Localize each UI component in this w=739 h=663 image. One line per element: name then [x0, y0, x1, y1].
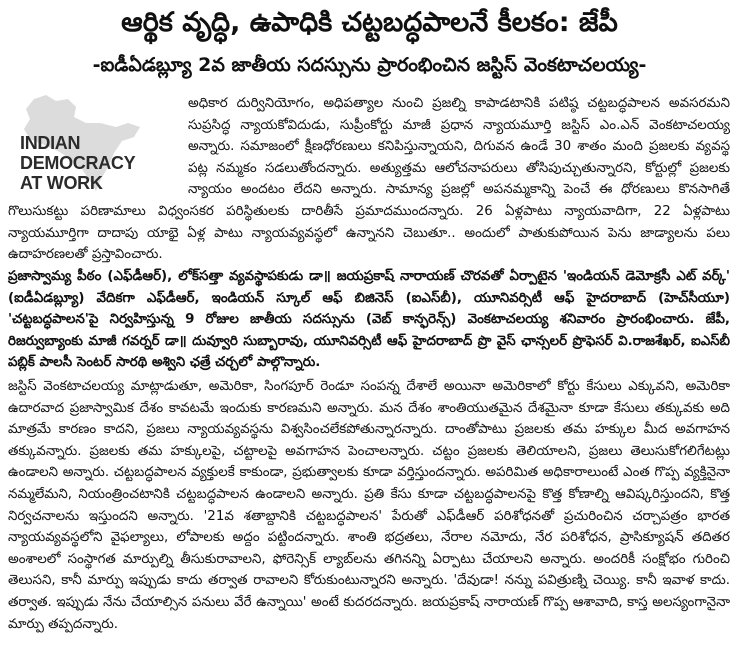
logo-wrap-spacer — [8, 93, 188, 193]
article-paragraph-1 — [8, 93, 730, 266]
logo-line-3: AT WORK — [20, 173, 103, 193]
article-paragraph-3: జస్టిస్ వెంకటాచలయ్య మాట్లాడుతూ, అమెరికా, సింగపూర్ రెండూ సంపన్న దేశాలే అయినా అమెరికాలో కోర్టు కేసులు ఎక్కువని, అమెరికా ఉదారవాద ప్రజాస్వామిక దేశం కావటమే ఇందుకు కారణమని అన్నారు. మన దేశం శాంతియుతమైన దేశమైనా కూడా కేసులు తక్కువకు అది మాత్రమే కారణం కాదని, ప్రజలు న్యాయవ్యవస్థను విశ్వసించలేకపోతున్నారన్నారు. దాంతోపాటు ప్రజలకు తమ హక్కుల మీద అవగాహన తక్కువన్నారు. ప్రజలకు తమ హక్కులపై, చట్టాలపై అవగాహన పెంచాలన్నారు. చట్టం ప్రజలకు తెలియాలని, ప్రజలు తెలుసుకోగలిగేటట్లు ఉండాలని అన్నారు. చట్టబద్ధపాలన వ్యక్తులకే కాకుండా, ప్రభుత్వాలకు కూడా వర్తిస్తుందన్నారు. అపరిమిత అధికారాలుంటే ఎంత గొప్ప వ్యక్తినైనా నమ్మలేమని, నియంత్రించటానికి చట్టబద్ధపాలన ఉండాలని అన్నారు. ప్రతి కేసు కూడా చట్టబద్ధపాలనపై కొత్త కోణాల్ని ఆవిష్కరిస్తుందని, కొత్త నిర్వచనాలను ఇస్తుందని అన్నారు. '21వ శతాబ్దానికి చట్టబద్ధపాలన' పేరుతో ఎఫ్‌డీఆర్ పరిశోధనతో ప్రచురించిన చర్చాపత్రం భారత న్యాయవ్యవస్థలోని వైఫల్యాలు, లోపాలకు అద్దం పట్టిందన్నారు. శాంతి భద్రతలు, నేరాల నమోదు, నేర పరిశోధన, ప్రాసిక్యూషన్ తదితర అంశాలలో సంస్థాగత మార్పుల్ని తీసుకురావాలని, ఫోరెన్సిక్ ల్యాబ్‌లను తగినన్ని ఏర్పాటు చేయాలని అన్నారు. అందరికీ సంక్షోభం గురించి తెలుసని, కానీ మార్పు ఇప్పుడు కాదు తర్వాత రావాలని కోరుకుంటున్నారని అన్నారు. 'దేవుడా! నన్ను పవిత్రుణ్ని చెయ్యి. కానీ ఇవాళ కాదు. తర్వాత. ఇప్పుడు నేను చేయాల్సిన పనులు వేరే ఉన్నాయి' అంటే కుదరదన్నారు. జయప్రకాష్ నారాయణ్ గొప్ప ఆశావాది, కాస్త అలస్యంగానైనా మార్పు తప్పదన్నారు. — [8, 379, 730, 632]
paragraph-1-text: అధికార దుర్వినియోగం, అధిపత్యాల నుంచి ప్రజల్ని కాపాడటానికి పటిష్ఠ చట్టబద్ధపాలన అవసరమని సుప్రసిద్ధ న్యాయకోవిదుడు, సుప్రీంకోర్టు మాజీ ప్రధాన న్యాయమూర్తి జస్టిస్ ఎం.ఎన్ వెంకటాచలయ్య అన్నారు. సమాజంలో క్షీణధోరణులు కనిపిస్తున్నాయని, దిగువన ఉండే 30 శాతం మంది ప్రజలకు వ్యవస్థ పట్ల నమ్మకం సడలుతోందన్నారు. అత్యుత్తమ ఆలోచనాపరులు తోసిపుచ్చుతున్నారని, కోర్టుల్లో ప్రజలకు న్యాయం అందటం లేదని అన్నారు. సామాన్య ప్రజల్లో అపనమ్మకాన్ని పెంచే ఈ ధోరణులు కొనసాగితే గొలుసుకట్టు పరిణామాలు విధ్వంసకర పరిస్థితులకు దారితీసే ప్రమాదముందన్నారు. 26 ఏళ్లపాటు న్యాయవాదిగా, 22 ఏళ్లపాటు న్యాయమూర్తిగా దాదాపు యాభై ఏళ్ల పాటు న్యాయవ్యవస్థలో ఉన్నానని చెబుతూ.. అందులో పాతుకుపోయిన పెను జాడ్యాలను పలు ఉదాహరణలతో ప్రస్తావించారు. — [8, 96, 730, 263]
logo-line-2: DEMOCRACY — [20, 153, 136, 173]
headline: ఆర్థిక వృద్ధి, ఉపాధికి చట్టబద్ధపాలనే కీలకం: జేపీ — [121, 7, 618, 38]
article-paragraph-2: ప్రజాస్వామ్య పీఠం (ఎఫ్‌డీఆర్), లోక్‌సత్తా వ్యవస్థాపకుడు డా॥ జయప్రకాష్ నారాయణ్ చొరవతో ఏర్పాటైన 'ఇండియన్ డెమోక్రసీ ఎట్ వర్క్' (ఐడీఏడబ్ల్యూ) వేదికగా ఎఫ్‌డీఆర్, ఇండియన్ స్కూల్ ఆఫ్ బిజినెస్ (ఐఎస్‌బీ), యూనివర్సిటీ ఆఫ్ హైదరాబాద్ (హెచ్‌సీయూ) 'చట్టబద్ధపాలన'పై నిర్వహిస్తున్న 9 రోజుల జాతీయ సదస్సును (వెబ్ కాన్ఫరెన్స్) వెంకటాచలయ్య శనివారం ప్రారంభించారు. జేపీ, రిజర్వుబ్యాంకు మాజీ గవర్నర్ డా॥ దువ్వూరి సుబ్బారావు, యూనివర్సిటీ ఆఫ్ హైదరాబాద్ ప్రొ వైస్ ఛాన్సలర్ ప్రొఫెసర్ వి.రాజశేఖర్, ఐఎస్‌బీ పబ్లిక్ పాలసీ సెంటర్ సారథి అశ్విని ఛత్రే చర్చలో పాల్గొన్నారు. — [8, 269, 730, 371]
subheadline: -ఐడీఏడబ్ల్యూ 2వ జాతీయ సదస్సును ప్రారంభించిన జస్టిస్ వెంకటాచలయ్య- — [92, 54, 647, 76]
logo-line-1: INDIAN — [20, 133, 81, 153]
